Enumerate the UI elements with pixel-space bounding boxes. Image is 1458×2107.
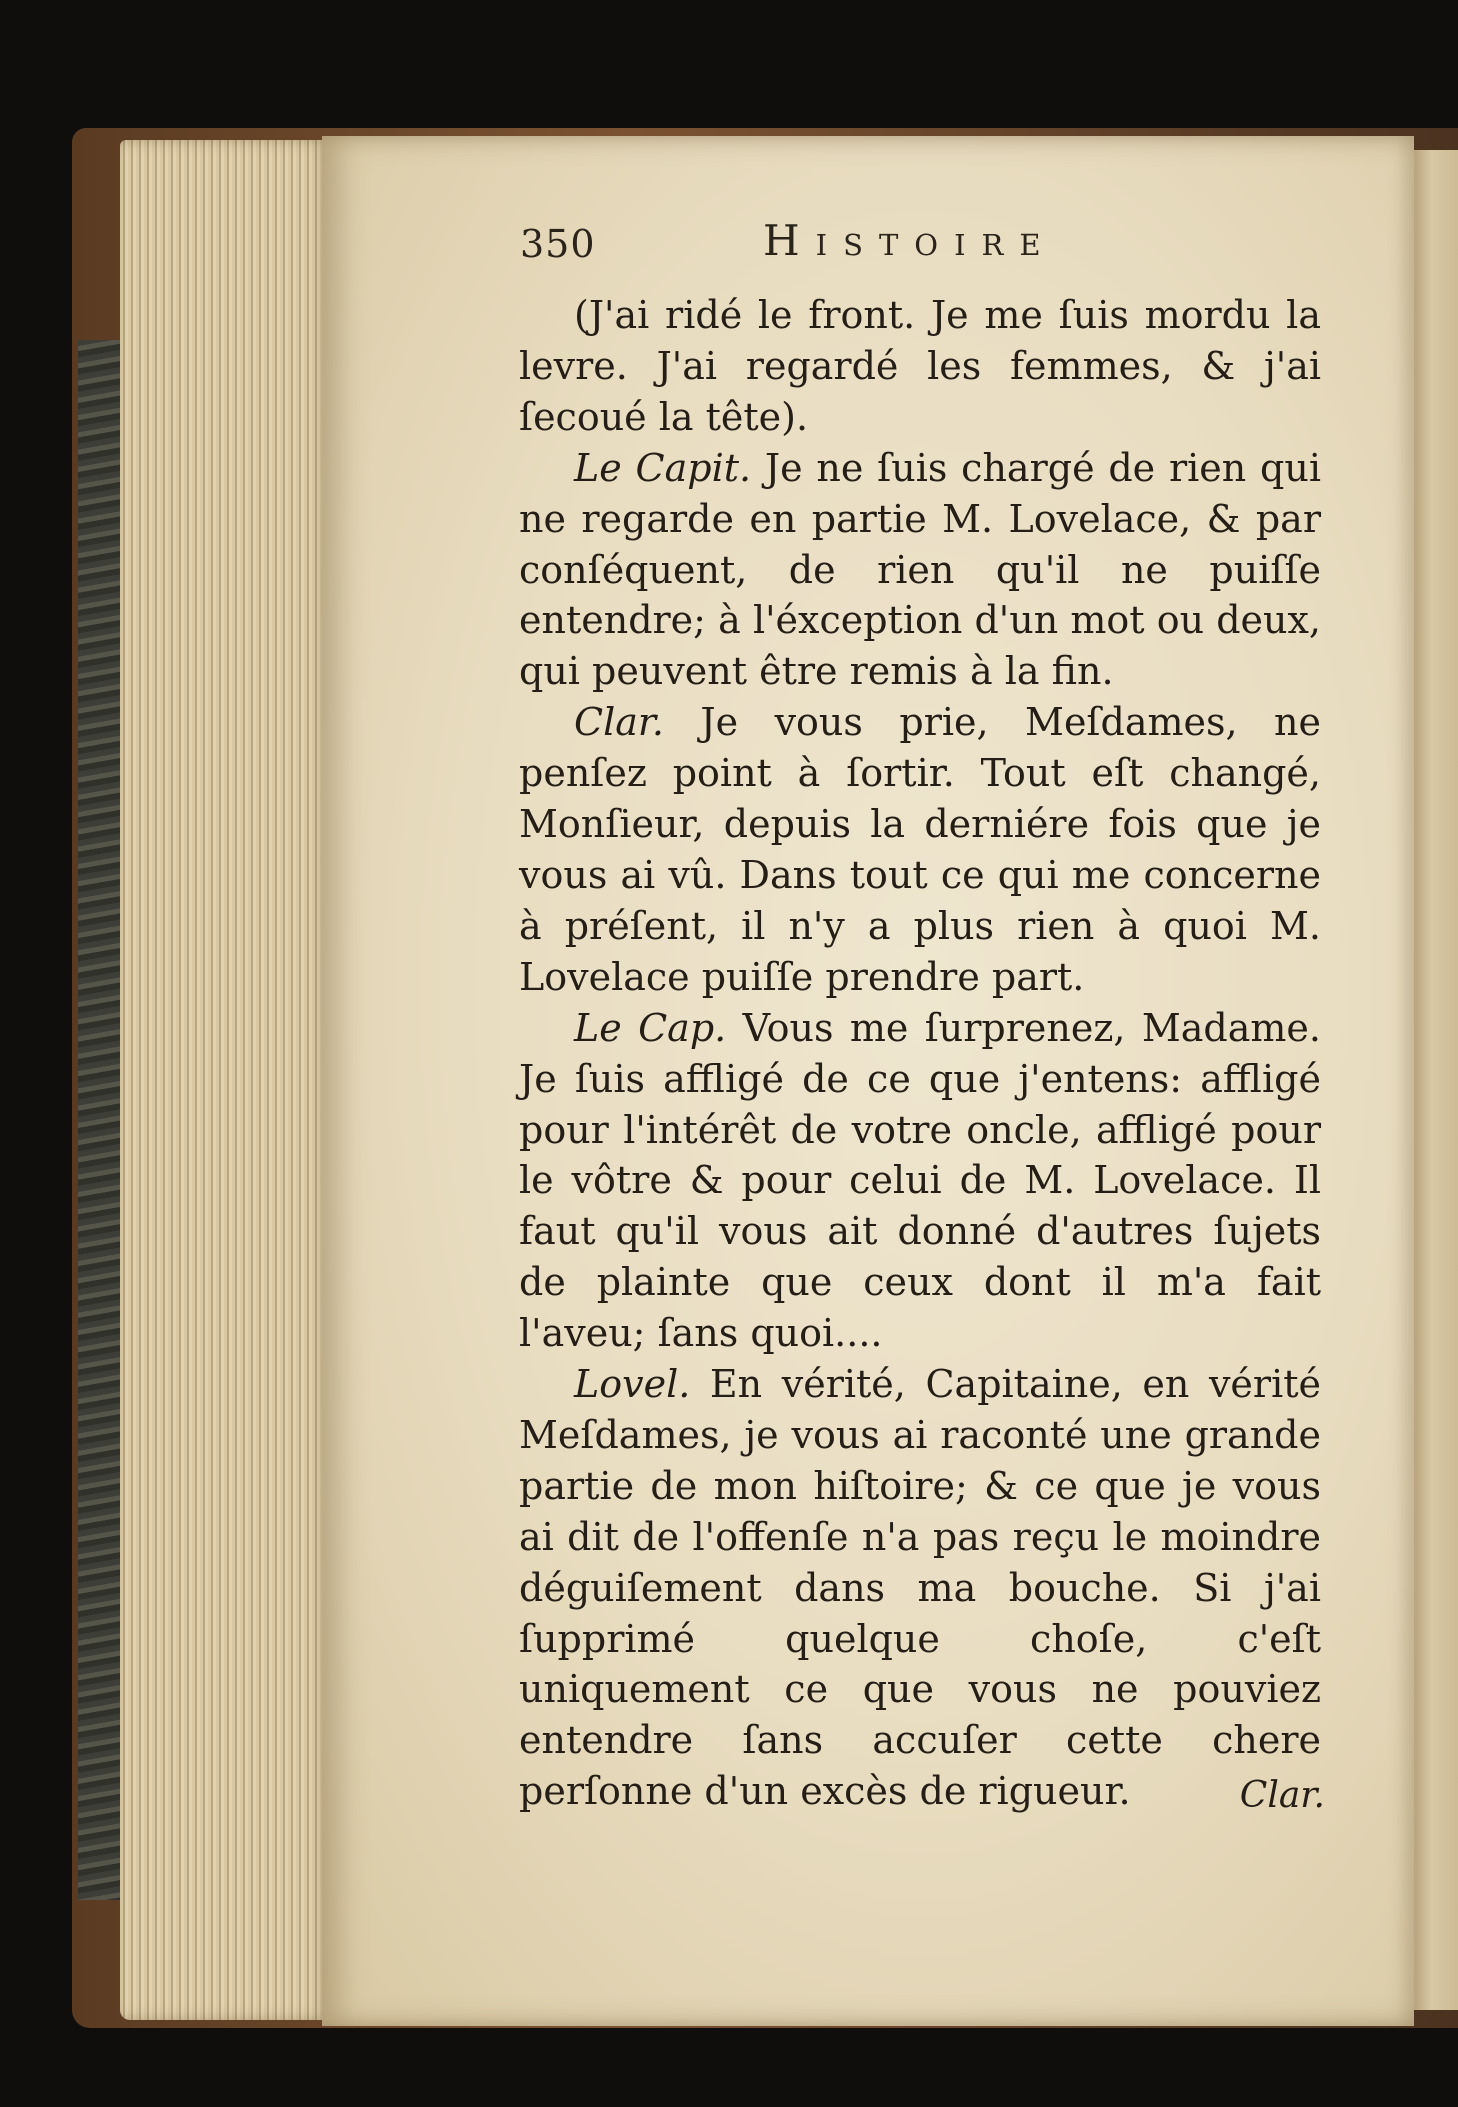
paragraph-text: Je vous prie, Meſdames, ne penſez point à ſortir. Tout eſt changé, Monſieur, depuis la derniére fois que je vous ai vû. Dans tout ce qui me concerne à préſent, il n'y a plus rien à quoi M. Lovelace puiſſe prendre part. [519,700,1321,999]
speaker-label: Le Capit. [574,445,752,490]
speaker-label: Clar. [574,700,664,745]
page-number: 350 [520,222,596,266]
paragraph-clarisse [519,697,1321,1002]
catchword: Clar. [1239,1775,1325,1816]
marbled-spine [78,340,124,1900]
paragraph-stage-direction [519,290,1321,443]
paragraph-lovelace [519,1359,1321,1817]
page-header [520,216,1340,270]
paragraph-text: Vous me ſurprenez, Madame. Je ſuis affligé de ce que j'entens: affligé pour l'intérêt de votre oncle, affligé pour le vôtre & pour celui de M. Lovelace. Il faut qu'il vous ait donné d'autres ſujets de plainte que ceux dont il m'a fait l'aveu; ſans quoi.... [519,1005,1321,1356]
paragraph-text: Je ne ſuis chargé de rien qui ne regarde en partie M. Lovelace, & par conſéquent, de rien qu'il ne puiſſe entendre; à l'éxception d'un mot ou deux, qui peuvent être remis à la fin. [519,445,1321,694]
speaker-label: Lovel. [574,1362,691,1407]
body-text [519,290,1321,1817]
page-edges [120,140,330,2020]
paragraph-capitaine-2 [519,1003,1321,1359]
running-title: Histoire [763,216,1057,265]
facing-page-edge [1414,150,1458,2010]
paragraph-text: (J'ai ridé le front. Je me ſuis mordu la levre. J'ai regardé les femmes, & j'ai ſecoué la tête). [519,293,1321,439]
paragraph-text: En vérité, Capitaine, en vérité Meſdames, je vous ai raconté une grande partie de mon hiſtoire; & ce que je vous ai dit de l'offenſe n'a pas reçu le moindre déguiſement dans ma bouche. Si j'ai ſupprimé quelque choſe, c'eſt uniquement ce que vous ne pouviez entendre ſans accuſer cette chere perſonne d'un excès de rigueur. [519,1362,1321,1814]
paragraph-capitaine [519,443,1321,698]
speaker-label: Le Cap. [574,1005,727,1050]
